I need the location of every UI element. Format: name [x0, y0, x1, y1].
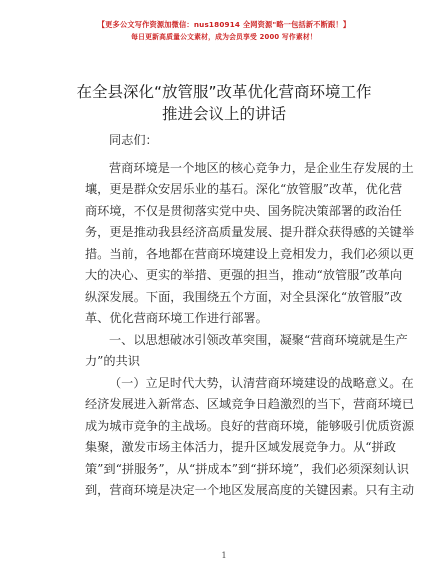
paragraph-line: 革、优化营商环境工作进行部署。 — [85, 311, 268, 325]
title-line-2: 推进会议上的讲话 — [161, 104, 286, 123]
salutation: 同志们： — [109, 133, 158, 147]
paragraph-line: 壤，更是群众安居乐业的基石。深化“放管服”改革，优化营 — [85, 182, 403, 196]
paragraph-line: 策”到“拼服务”，从“拼成本”到“拼环境”，我们必须深刻认识 — [85, 461, 409, 476]
paragraph-line: 经济发展进入新常态、区域竞争日趋激烈的当下，营商环境已 — [85, 397, 415, 411]
heading-line: 力”的共识 — [85, 354, 140, 368]
section-1-heading — [85, 330, 408, 373]
promo-banner — [0, 18, 448, 44]
paragraph-line: 成为城市竞争的主战场。良好的营商环境，能够吸引优质资源 — [85, 418, 415, 433]
document-title — [0, 82, 448, 125]
paragraph-line: 集聚，激发市场主体活力，提升区域发展竞争力。从“拼政 — [85, 440, 396, 454]
heading-line: 一、以思想破冰引领改革突围，凝聚“营商环境就是生产 — [109, 332, 408, 347]
paragraph-line: 商环境，不仅是贯彻落实党中央、国务院决策部署的政治任 — [85, 203, 402, 218]
paragraph-line: 措。当前，各地都在营商环境建设上竞相发力，我们必须以更 — [85, 246, 415, 261]
paragraph-1 — [85, 158, 415, 330]
paragraph-line: 务，更是推动我县经济高质量发展、提升群众获得感的关键举 — [85, 225, 415, 239]
promo-banner-line-1: 【更多公文写作资源加微信：nus180914 全网资源"略一包括新不断跟！】 — [97, 20, 351, 29]
paragraph-line: 营商环境是一个地区的核心竞争力，是企业生存发展的土 — [109, 160, 414, 175]
paragraph-2 — [85, 373, 415, 502]
page-number: 1 — [221, 551, 227, 560]
promo-banner-line-2: 每日更新高质量公文素材，成为会员享受 2000 写作素材！ — [131, 33, 317, 41]
paragraph-line: （一）立足时代大势，认清营商环境建设的战略意义。在 — [109, 375, 414, 390]
paragraph-line: 到，营商环境是决定一个地区发展高度的关键因素。只有主动 — [85, 483, 415, 497]
paragraph-line: 大的决心、更实的举措、更强的担当，推动“放管服”改革向 — [85, 268, 403, 282]
title-line-1: 在全县深化“放管服”改革优化营商环境工作 — [76, 83, 372, 101]
document-body — [85, 130, 415, 502]
paragraph-line: 纵深发展。下面，我围绕五个方面，对全县深化“放管服”改 — [85, 289, 403, 304]
